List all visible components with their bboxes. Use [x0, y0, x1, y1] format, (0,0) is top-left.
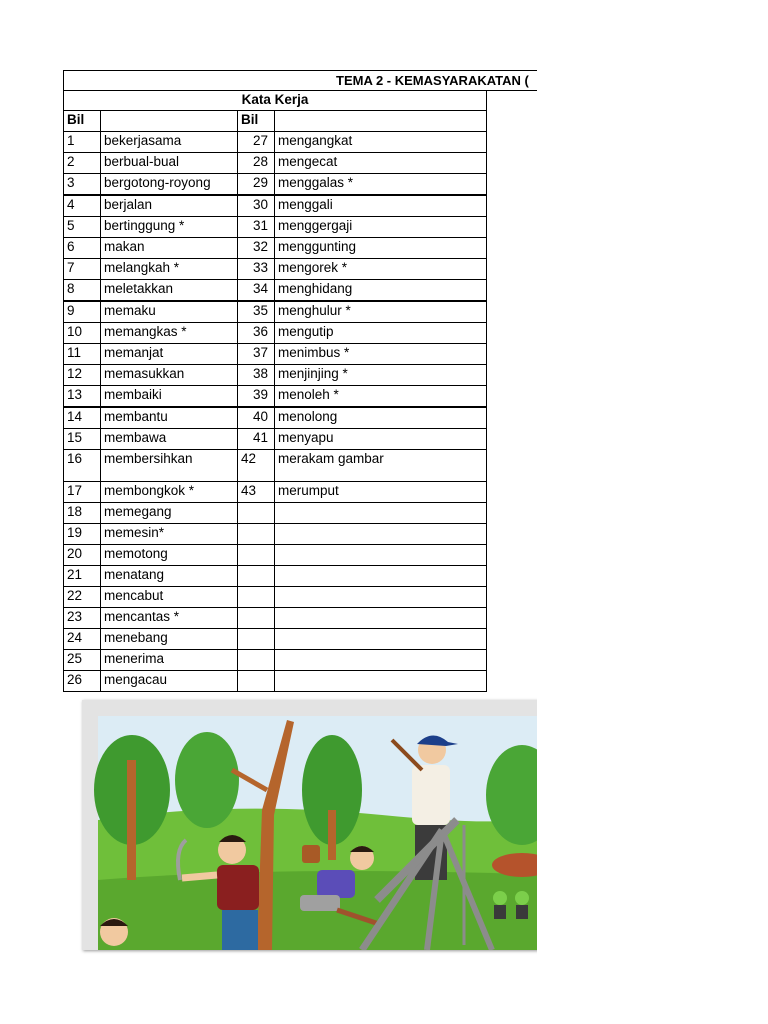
verb-left: menerima	[101, 650, 238, 671]
kneeling-boy-trousers	[300, 895, 340, 911]
row-number-left: 19	[64, 524, 101, 545]
row-number-left: 25	[64, 650, 101, 671]
verb-left: bertinggung *	[101, 217, 238, 238]
table-row	[64, 238, 487, 259]
verb-left: mencabut	[101, 587, 238, 608]
verb-left: meletakkan	[101, 280, 238, 302]
row-number-right	[238, 524, 275, 545]
table-row	[64, 650, 487, 671]
row-number-right	[238, 545, 275, 566]
column-header-blank-left	[101, 111, 238, 132]
row-number-left: 8	[64, 280, 101, 302]
row-number-left: 9	[64, 301, 101, 323]
row-number-left: 2	[64, 153, 101, 174]
column-header-bil-right: Bil	[238, 111, 275, 132]
row-number-left: 22	[64, 587, 101, 608]
table-row	[64, 671, 487, 692]
row-number-right	[238, 566, 275, 587]
table-row	[64, 450, 487, 482]
verb-left: menatang	[101, 566, 238, 587]
man-shirt	[412, 765, 450, 825]
gotong-royong-illustration	[82, 700, 537, 950]
verb-left: berjalan	[101, 195, 238, 217]
boy-arm	[182, 875, 217, 878]
flower-pot	[516, 905, 528, 919]
table-row	[64, 482, 487, 503]
row-number-right: 38	[238, 365, 275, 386]
table-row	[64, 153, 487, 174]
verb-right: menggalas *	[275, 174, 487, 196]
table-row	[64, 629, 487, 650]
row-number-left: 20	[64, 545, 101, 566]
flower-pot	[494, 905, 506, 919]
verb-right: menjinjing *	[275, 365, 487, 386]
table-row	[64, 132, 487, 153]
row-number-left: 13	[64, 386, 101, 408]
row-number-right	[238, 587, 275, 608]
row-number-right	[238, 650, 275, 671]
tree-foliage	[175, 732, 239, 828]
verb-right: menyapu	[275, 429, 487, 450]
row-number-left: 1	[64, 132, 101, 153]
row-number-right: 41	[238, 429, 275, 450]
verb-right	[275, 629, 487, 650]
verb-left: melangkah *	[101, 259, 238, 280]
row-number-right: 36	[238, 323, 275, 344]
verb-left: memotong	[101, 545, 238, 566]
row-number-right: 37	[238, 344, 275, 365]
table-row	[64, 608, 487, 629]
verb-left: memaku	[101, 301, 238, 323]
verb-right	[275, 503, 487, 524]
row-number-left: 17	[64, 482, 101, 503]
tree-trunk	[127, 760, 136, 880]
row-number-left: 21	[64, 566, 101, 587]
table-row	[64, 566, 487, 587]
column-header-blank-right	[275, 111, 487, 132]
verb-left: berbual-bual	[101, 153, 238, 174]
row-number-left: 26	[64, 671, 101, 692]
document-title: TEMA 2 - KEMASYARAKATAN (	[63, 70, 537, 91]
verb-right	[275, 566, 487, 587]
row-number-right: 33	[238, 259, 275, 280]
verb-left: membersihkan	[101, 450, 238, 482]
table-row	[64, 365, 487, 386]
row-number-right: 35	[238, 301, 275, 323]
verb-right	[275, 524, 487, 545]
boy-shirt	[217, 865, 259, 910]
table-row	[64, 429, 487, 450]
row-number-left: 24	[64, 629, 101, 650]
table-row	[64, 545, 487, 566]
row-number-right	[238, 608, 275, 629]
table-row	[64, 503, 487, 524]
row-number-left: 3	[64, 174, 101, 196]
verb-right: merumput	[275, 482, 487, 503]
verb-left: mengacau	[101, 671, 238, 692]
verb-right: mengecat	[275, 153, 487, 174]
potted-plant	[493, 891, 507, 905]
verb-left: membawa	[101, 429, 238, 450]
row-number-right	[238, 503, 275, 524]
row-number-right: 34	[238, 280, 275, 302]
tree-stump	[302, 845, 320, 863]
table-row	[64, 587, 487, 608]
row-number-left: 15	[64, 429, 101, 450]
verb-right: menghulur *	[275, 301, 487, 323]
row-number-left: 18	[64, 503, 101, 524]
row-number-right: 27	[238, 132, 275, 153]
verb-right	[275, 608, 487, 629]
row-number-right: 29	[238, 174, 275, 196]
verb-right: mengutip	[275, 323, 487, 344]
row-number-right: 30	[238, 195, 275, 217]
row-number-left: 23	[64, 608, 101, 629]
verb-left: membaiki	[101, 386, 238, 408]
row-number-right: 31	[238, 217, 275, 238]
row-number-left: 5	[64, 217, 101, 238]
illustration-canvas	[82, 700, 537, 950]
row-number-right: 40	[238, 407, 275, 429]
row-number-right: 42	[238, 450, 275, 482]
row-number-left: 11	[64, 344, 101, 365]
verb-right	[275, 671, 487, 692]
verb-right: menggunting	[275, 238, 487, 259]
row-number-right	[238, 671, 275, 692]
boy-trousers	[222, 910, 258, 950]
verb-right	[275, 587, 487, 608]
verb-left: membongkok *	[101, 482, 238, 503]
table-row	[64, 524, 487, 545]
row-number-left: 10	[64, 323, 101, 344]
verb-left: memasukkan	[101, 365, 238, 386]
table-row	[64, 259, 487, 280]
verb-left: memegang	[101, 503, 238, 524]
table-row	[64, 280, 487, 302]
verb-left: bergotong-royong	[101, 174, 238, 196]
verb-right: menggergaji	[275, 217, 487, 238]
table-row	[64, 407, 487, 429]
verb-right: menolong	[275, 407, 487, 429]
row-number-right: 39	[238, 386, 275, 408]
verb-left: mencantas *	[101, 608, 238, 629]
table-row	[64, 217, 487, 238]
verb-left: memesin*	[101, 524, 238, 545]
row-number-right: 32	[238, 238, 275, 259]
verb-right: menoleh *	[275, 386, 487, 408]
verb-left: memanjat	[101, 344, 238, 365]
verb-right	[275, 650, 487, 671]
verb-table	[63, 90, 487, 692]
verb-right: merakam gambar	[275, 450, 487, 482]
table-row	[64, 344, 487, 365]
table-row	[64, 301, 487, 323]
row-number-left: 7	[64, 259, 101, 280]
row-number-left: 6	[64, 238, 101, 259]
row-number-left: 4	[64, 195, 101, 217]
verb-left: menebang	[101, 629, 238, 650]
verb-left: membantu	[101, 407, 238, 429]
row-number-right: 43	[238, 482, 275, 503]
table-heading: Kata Kerja	[64, 91, 487, 111]
row-number-right	[238, 629, 275, 650]
table-row	[64, 323, 487, 344]
verb-right: menggali	[275, 195, 487, 217]
verb-left: memangkas *	[101, 323, 238, 344]
verb-right	[275, 545, 487, 566]
table-row	[64, 386, 487, 408]
row-number-left: 12	[64, 365, 101, 386]
kneeling-boy-shirt	[317, 870, 355, 898]
verb-right: menghidang	[275, 280, 487, 302]
verb-left: makan	[101, 238, 238, 259]
table-row	[64, 174, 487, 196]
tree-trunk	[328, 810, 336, 860]
verb-right: menimbus *	[275, 344, 487, 365]
row-number-left: 14	[64, 407, 101, 429]
potted-plant	[515, 891, 529, 905]
column-header-bil-left: Bil	[64, 111, 101, 132]
table-row	[64, 195, 487, 217]
verb-left: bekerjasama	[101, 132, 238, 153]
verb-right: mengangkat	[275, 132, 487, 153]
verb-right: mengorek *	[275, 259, 487, 280]
row-number-left: 16	[64, 450, 101, 482]
row-number-right: 28	[238, 153, 275, 174]
